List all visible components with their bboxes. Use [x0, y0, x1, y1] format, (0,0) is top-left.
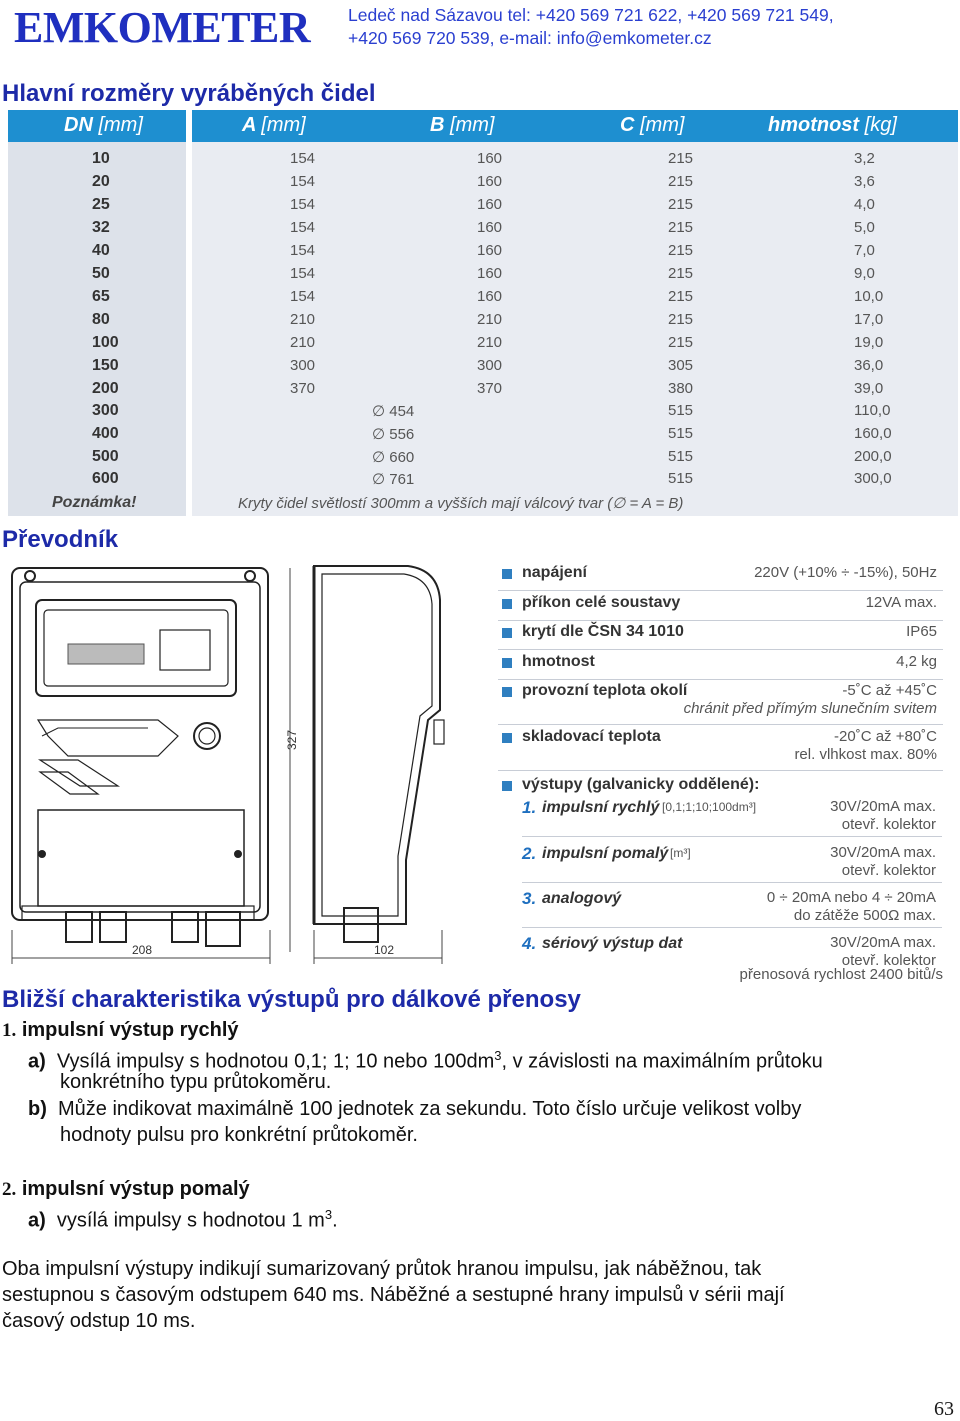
table-row: 65 154 160 215 10,0 — [92, 288, 884, 305]
contact-line-1: Ledeč nad Sázavou tel: +420 569 721 622, +420 569 721 549, — [348, 5, 834, 25]
table-row: 300 ∅ 454 515 110,0 — [92, 402, 891, 420]
table-row: 25 154 160 215 4,0 — [92, 196, 875, 213]
output-row: 3. analogový 0 ÷ 20mA nebo 4 ÷ 20mA do zátěže 500Ω max. — [522, 887, 942, 928]
page-number: 63 — [934, 1398, 954, 1420]
col-header-weight: hmotnost [kg] — [768, 114, 897, 136]
col-header-b: B [mm] — [430, 114, 495, 136]
transfer-speed: přenosová rychlost 2400 bitů/s — [739, 966, 943, 983]
dimensions-table — [8, 110, 958, 516]
table-row: 600 ∅ 761 515 300,0 — [92, 470, 892, 488]
spec-row: krytí dle ČSN 34 1010 IP65 — [498, 621, 943, 650]
bullet-icon — [502, 628, 512, 638]
spec-row: napájení 220V (+10% ÷ -15%), 50Hz — [498, 562, 943, 591]
section-1-item-b-cont: hodnoty pulsu pro konkrétní průtokoměr. — [60, 1124, 418, 1146]
spec-row: hmotnost 4,2 kg — [498, 651, 943, 680]
converter-drawing — [8, 560, 478, 970]
spec-row: provozní teplota okolí -5˚C až +45˚C chránit před přímým slunečním svitem — [498, 680, 943, 725]
section-2-item-a: a) vysílá impulsy s hodnotou 1 $m^3$. — [28, 1207, 338, 1232]
table-row: 100 210 210 215 19,0 — [92, 334, 884, 351]
bullet-icon — [502, 687, 512, 697]
table-row: 50 154 160 215 9,0 — [92, 265, 875, 282]
dim-height-label: 327 — [285, 729, 299, 750]
contact-info — [348, 4, 834, 50]
col-header-a: A [mm] — [242, 114, 306, 136]
bullet-icon — [502, 569, 512, 579]
table-row: 80 210 210 215 17,0 — [92, 311, 884, 328]
note-label: Poznámka! — [52, 494, 137, 511]
dim-depth-label: 102 — [374, 943, 395, 957]
paragraph-line-1: Oba impulsní výstupy indikují sumarizovaný průtok hranou impulsu, jak náběžnou, tak — [2, 1258, 762, 1280]
spec-row: skladovací teplota -20˚C až +80˚C rel. vlhkost max. 80% — [498, 726, 943, 771]
col-header-dn: DN [mm] — [64, 114, 143, 136]
note-text: Kryty čidel světlostí 300mm a vyšších mají válcový tvar (∅ = A = B) — [238, 495, 684, 512]
table-row: 10 154 160 215 3,2 — [92, 150, 875, 167]
table-note — [8, 490, 958, 516]
output-row: 1. impulsní rychlý [0,1;1;10;100dm³] 30V/20mA max. otevř. kolektor — [522, 796, 942, 837]
table-row: 150 300 300 305 36,0 — [92, 357, 884, 374]
converter-drawing-svg — [8, 560, 478, 970]
table-row: 40 154 160 215 7,0 — [92, 242, 875, 259]
outputs-heading: Bližší charakteristika výstupů pro dálkové přenosy — [2, 986, 581, 1013]
col-header-c: C [mm] — [620, 114, 685, 136]
bullet-icon — [502, 599, 512, 609]
dimensions-heading: Hlavní rozměry vyráběných čidel — [2, 80, 376, 107]
table-row: 400 ∅ 556 515 160,0 — [92, 425, 892, 443]
contact-line-2: +420 569 720 539, e-mail: info@emkometer.cz — [348, 28, 712, 48]
paragraph-line-2: sestupnou s časovým odstupem 640 ms. Náběžné a sestupné hrany impulsů v sérii mají — [2, 1284, 785, 1306]
paragraph-line-3: časový odstup 10 ms. — [2, 1310, 196, 1332]
converter-specs — [498, 560, 943, 990]
section-1-title: 1. impulsní výstup rychlý — [2, 1019, 239, 1041]
converter-heading: Převodník — [2, 526, 119, 553]
output-row: 4. sériový výstup dat 30V/20mA max. otevř. kolektor — [522, 934, 936, 969]
section-1-item-a-cont: konkrétního typu průtokoměru. — [60, 1071, 332, 1093]
bullet-icon — [502, 658, 512, 668]
spec-row: příkon celé soustavy 12VA max. — [498, 592, 943, 621]
table-row: 20 154 160 215 3,6 — [92, 173, 875, 190]
table-row: 32 154 160 215 5,0 — [92, 219, 875, 236]
table-row: 500 ∅ 660 515 200,0 — [92, 448, 892, 466]
outputs-header: výstupy (galvanicky oddělené): — [498, 774, 943, 798]
section-2-title: 2. impulsní výstup pomalý — [2, 1178, 250, 1200]
section-1-item-a: a) Vysílá impulsy s hodnotou 0,1; 1; 10 nebo $100dm^3$, v závislosti na maximálním průtoku — [28, 1048, 823, 1073]
bullet-icon — [502, 781, 512, 791]
table-row: 200 370 370 380 39,0 — [92, 380, 884, 397]
dim-width-label: 208 — [132, 943, 153, 957]
table-header — [8, 110, 958, 142]
brand-logo: EMKOMETER — [14, 3, 311, 52]
section-1-item-b: b) Může indikovat maximálně 100 jednotek za sekundu. Toto číslo určuje velikost volby — [28, 1098, 802, 1120]
bullet-icon — [502, 733, 512, 743]
output-row: 2. impulsní pomalý [m³] 30V/20mA max. otevř. kolektor — [522, 842, 942, 883]
